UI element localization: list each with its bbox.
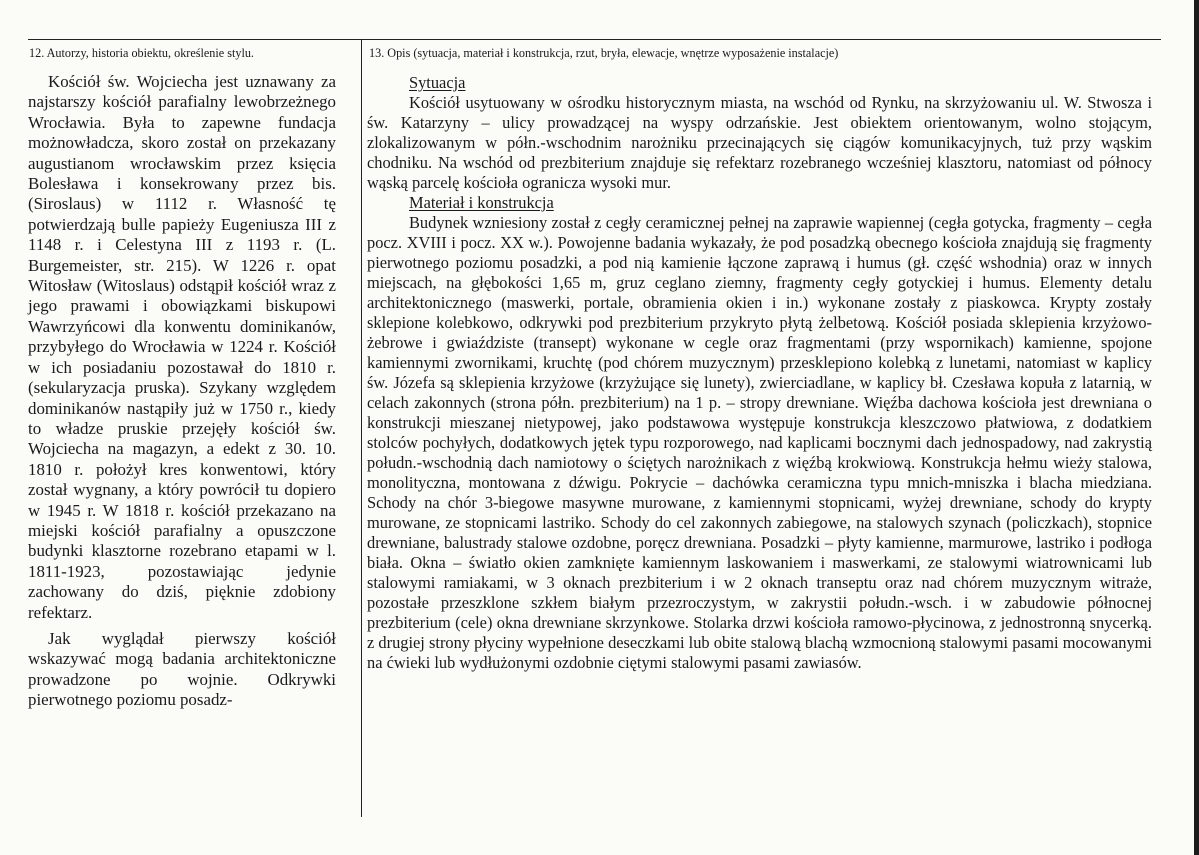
- material-heading: Materiał i konstrukcja: [409, 193, 554, 212]
- scan-edge: [1194, 0, 1199, 855]
- history-column: [28, 72, 336, 711]
- column-divider: [361, 39, 362, 817]
- history-paragraph-1: Kościół św. Wojciecha jest uznawany za najstarszy kościół parafialny lewobrzeżnego Wrocławia. Była to zapewne fundacja możnowładcza, skoro został on przekazany augustianom wrocławskim przez księcia Bolesława i konsekrowany przez bis. (Siroslaus) w 1112 r. Własność tę potwierdzają bulle papieży Eugeniusza III z 1148 r. i Celestyna III z 1193 r. (L. Burgemeister, str. 215). W 1226 r. opat Witosław (Witoslaus) odstąpił kościół wraz z jego prawami i obowiązkami biskupowi Wawrzyńcowi dla konwentu dominikanów, przybyłego do Wrocławia w 1224 r. Kościół w ich posiadaniu pozostawał do 1810 r. (sekularyzacja pruska). Szykany względem dominikanów nastąpiły już w 1750 r., kiedy to władze pruskie przejęły kościół św. Wojciecha na magazyn, a edekt z 30. 10. 1810 r. położył kres konwentowi, który został wygnany, a który powrócił tu dopiero w 1945 r. W 1818 r. kościół przekazano na miejski kościół parafialny a opuszczone budynki klasztorne rozebrano etapami w l. 1811-1923, pozostawiając jedynie zachowany do dziś, pięknie zdobiony refektarz.: [28, 72, 336, 622]
- section-13-header: 13. Opis (sytuacja, materiał i konstrukcja, rzut, bryła, elewacje, wnętrze wyposażenie instalacje): [369, 46, 839, 60]
- section-12-header: 12. Autorzy, historia obiektu, określenie stylu.: [29, 46, 254, 60]
- description-column: [367, 73, 1152, 673]
- material-text: Budynek wzniesiony został z cegły ceramicznej pełnej na zaprawie wapiennej (cegła gotycka, fragmenty – cegła pocz. XVIII i pocz. XX w.). Powojenne badania wykazały, że pod posadzką obecnego kościoła znajdują się fragmenty pierwotnego poziomu posadzki, a pod nią kamienie łączone zaprawą i humus (gł. część wshodnia) oraz w innych miejscach, na głębokości 1,65 m, gruz ceglano ziemny, fragmenty cegły gotyckiej i humus. Elementy detalu architektonicznego (maswerki, portale, obramienia okien i in.) wykonane zostały z piaskowca. Krypty zostały sklepione kolebkowo, odkrywki pod prezbiterium przykryto płytą żelbetową. Kościół posiada sklepienia krzyżowo-żebrowe i gwiaździste (transept) wykonane w cegle oraz fragmentami (przy wspornikach) kamienne, spojone kamiennymi zwornikami, kruchtę (pod chórem muzycznym) przesklepiono kolebką z lunetami, natomiast w kaplicy św. Józefa są sklepienia krzyżowe (krzyżujące się lunety), zwierciadlane, w kaplicy bł. Czesława kopuła z latarnią, w celach zakonnych (strona półn. prezbiterium) na 1 p. – stropy drewniane. Więźba dachowa kościoła jest drewniana o konstrukcji mieszanej nietypowej, jako podstawowa występuje konstrukcja kleszczowo płatwiowa, z dodatkiem stolców pochyłych, dodatkowych jętek typu rozporowego, nad kaplicami bocznymi dach jednospadowy, nad zakrystią połudn.-wschodnią dach namiotowy o ściętych narożnikach z więźbą krokwiową. Konstrukcja hełmu wieży stalowa, monolityczna, montowana z dźwigu. Pokrycie – dachówka ceramiczna typu mnich-mniszka i blacha miedziana. Schody na chór 3-biegowe masywne murowane, z kamiennymi stopnicami, wyżej drewniane, schody do krypty murowane, ze stopnicami lastriko. Schody do cel zakonnych zabiegowe, na stalowych szynach (policzkach), stopnice drewniane, balustrady stalowe ozdobne, poręcz drewniana. Posadzki – płyty kamienne, marmurowe, lastriko i podłoga biała. Okna – światło okien zamknięte kamiennym laskowaniem i maswerkami, ze stalowymi wiatrownicami lub stalowymi ramiakami, w 3 oknach prezbiterium i w 2 oknach transeptu oraz nad chórem muzycznym witraże, pozostałe przeszklone szkłem białym przezroczystym, w zakrystii połudn.-wsch. i w zabudowie północnej prezbiterium (cele) okna drewniane skrzynkowe. Stolarka drzwi kościoła ramowo-płycinowa, z jednostronną snycerką. z drugiej strony płyciny wypełnione deseczkami lub obite stalową blachą wzmocnioną stalowymi pasami mocowanymi na ćwieki lub wydłużonymi ozdobnie ciętymi stalowymi pasami zawiasów.: [367, 213, 1152, 672]
- history-paragraph-2: Jak wyglądał pierwszy kościół wskazywać mogą badania architektoniczne prowadzone po wojnie. Odkrywki pierwotnego poziomu posadz-: [28, 628, 336, 710]
- top-rule: [28, 39, 1161, 40]
- situation-heading: Sytuacja: [409, 73, 466, 92]
- situation-text: Kościół usytuowany w ośrodku historycznym miasta, na wschód od Rynku, na skrzyżowaniu ul. W. Stwosza i św. Katarzyny – ulicy prowadzącej na wyspy odrzańskie. Jest obiektem orientowanym, wolno stojącym, zlokalizowanym w półn.-wschodnim narożniku przecinających się ciągów komunikacyjnych, tuż przy wąskim chodniku. Na wschód od prezbiterium znajduje się refektarz rozebranego wcześniej klasztoru, natomiast od północy wąską parcelę kościoła ogranicza wysoki mur.: [367, 93, 1152, 192]
